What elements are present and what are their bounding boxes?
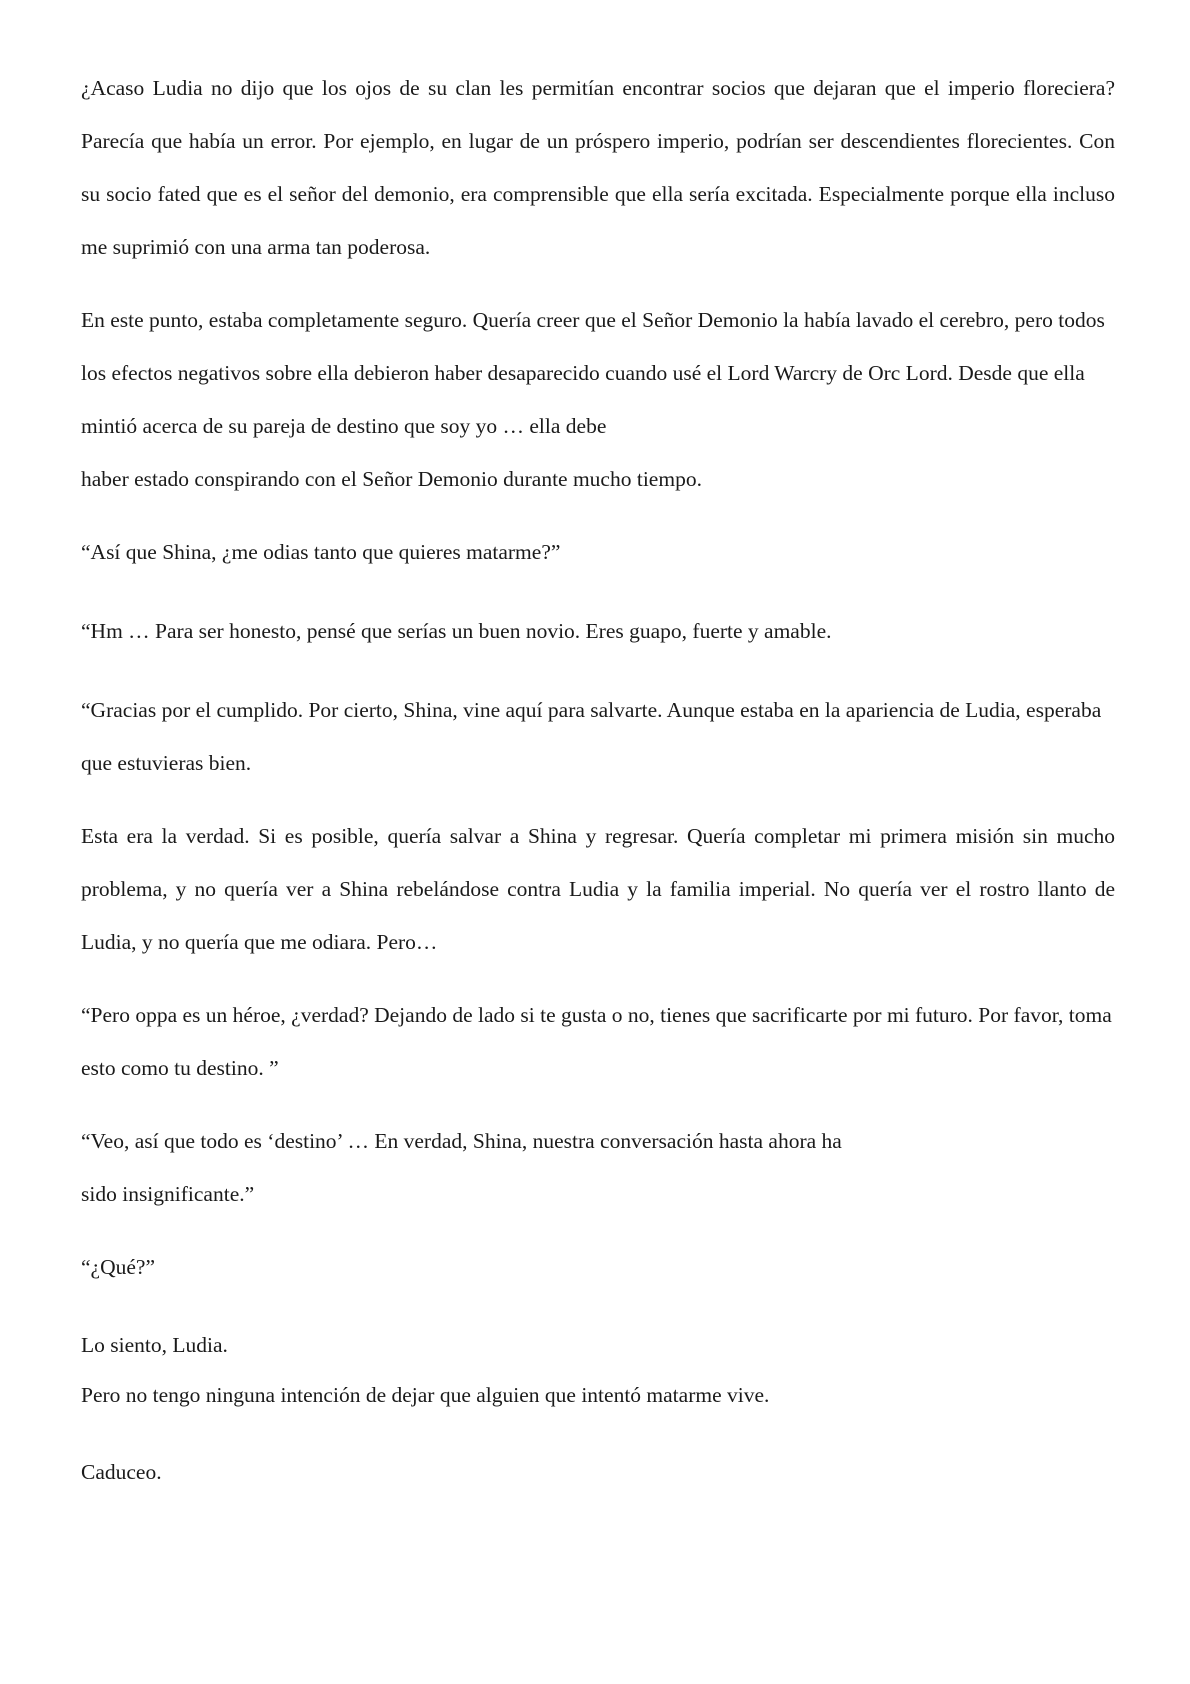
paragraph-4: “Hm … Para ser honesto, pensé que serías un buen novio. Eres guapo, fuerte y amable. — [81, 619, 832, 643]
paragraph-8: “Veo, así que todo es ‘destino’ … En verdad, Shina, nuestra conversación hasta ahora ha sido insignificante.” — [81, 1129, 842, 1206]
paragraph-3: “Así que Shina, ¿me odias tanto que quieres matarme?” — [81, 540, 561, 564]
paragraph-10: Lo siento, Ludia. Pero no tengo ninguna intención de dejar que alguien que intentó matarme vive. — [81, 1333, 770, 1407]
paragraph-2: En este punto, estaba completamente seguro. Quería creer que el Señor Demonio la había lavado el cerebro, pero todos los efectos negativos sobre ella debieron haber desaparecido cuando usé el Lord Warcry de Orc Lord. Desde que ella mintió acerca de su pareja de destino que soy yo … ella debe haber estado conspirando con el Señor Demonio durante mucho tiempo. — [81, 308, 1105, 491]
paragraph-5: “Gracias por el cumplido. Por cierto, Shina, vine aquí para salvarte. Aunque estaba en la apariencia de Ludia, esperaba que estuvieras bien. — [81, 698, 1102, 775]
paragraph-1: ¿Acaso Ludia no dijo que los ojos de su clan les permitían encontrar socios que dejaran que el imperio floreciera? Parecía que había un error. Por ejemplo, en lugar de un próspero imperio, podrían ser descendientes florecientes. Con su socio fated que es el señor del demonio, era comprensible que ella sería excitada. Especialmente porque ella incluso me suprimió con una arma tan poderosa. — [81, 76, 1115, 259]
paragraph-6: Esta era la verdad. Si es posible, quería salvar a Shina y regresar. Quería completar mi primera misión sin mucho problema, y no quería ver a Shina rebelándose contra Ludia y la familia imperial. No quería ver el rostro llanto de Ludia, y no quería que me odiara. Pero… — [81, 824, 1115, 954]
paragraph-7: “Pero oppa es un héroe, ¿verdad? Dejando de lado si te gusta o no, tienes que sacrificarte por mi futuro. Por favor, toma esto como tu destino. ” — [81, 1003, 1112, 1080]
paragraph-11: Caduceo. — [81, 1460, 162, 1484]
paragraph-9: “¿Qué?” — [81, 1255, 155, 1279]
